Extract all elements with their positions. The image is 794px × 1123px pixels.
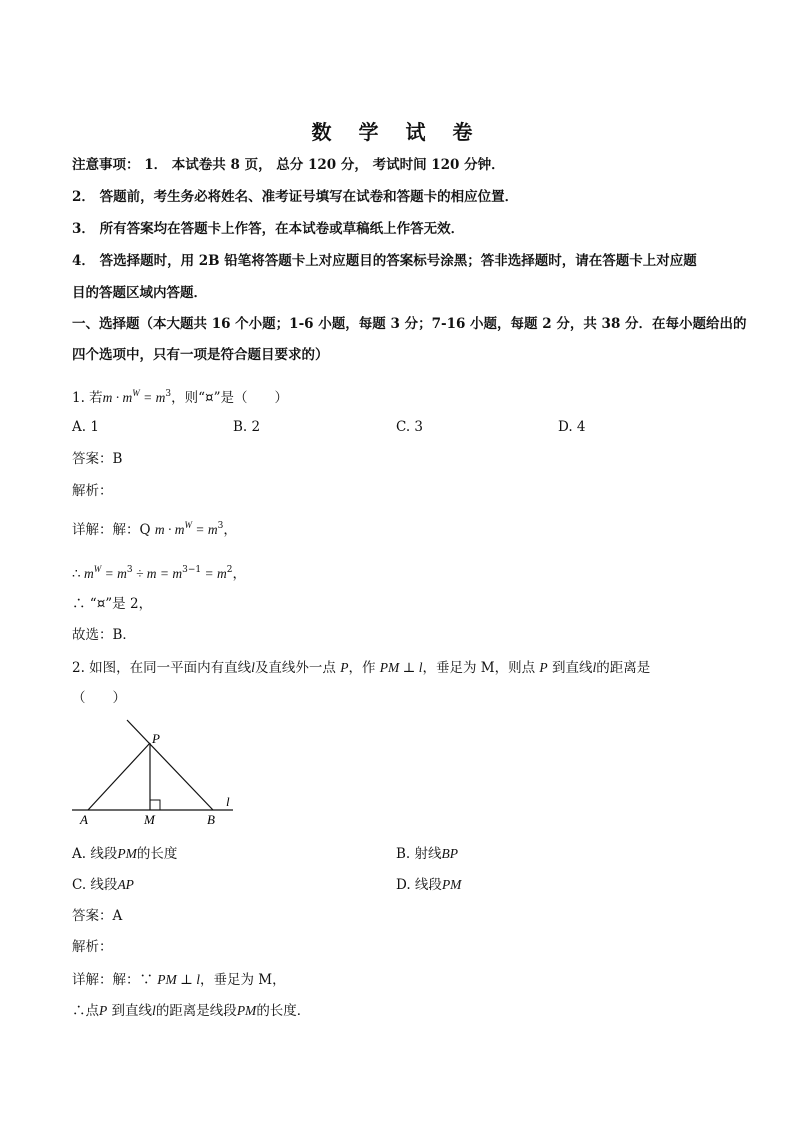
q2-analysis-label: 解析： — [72, 939, 113, 955]
q2-optA-end: 的长度 — [136, 846, 178, 862]
q1-option-a: A. 1 — [72, 419, 99, 435]
q1-detail-1 — [72, 516, 237, 539]
q1-d1-sup3: 3 — [217, 521, 224, 531]
q1-detail-4: 故选：B． — [72, 627, 136, 643]
q1-d2-b: = m — [101, 566, 127, 581]
q2-concl-P: P — [99, 1003, 108, 1018]
q2-var-P: P — [340, 660, 349, 675]
q1-option-d: D. 4 — [558, 419, 586, 435]
label-P: P — [152, 731, 160, 746]
label-l: l — [226, 794, 230, 809]
q2-var-l2: l — [592, 660, 597, 675]
q2-detail-end: ，垂足为 M， — [200, 972, 286, 988]
q2-geometry-figure — [70, 715, 250, 830]
q2-optC-text: C. 线段 — [72, 877, 118, 893]
q2-optA-var: PM — [117, 846, 137, 861]
q2-optA-text: A. 线段 — [72, 846, 118, 862]
q2-text-a: 2. 如图，在同一平面内有直线 — [72, 660, 252, 676]
q1-d1-supW: W — [184, 520, 192, 530]
label-M: M — [144, 812, 155, 827]
q1-d2-d: = m — [201, 566, 227, 581]
q1-expr-m: m · m — [102, 390, 133, 405]
q1-answer: 答案：B — [72, 451, 123, 467]
q2-answer: 答案：A — [72, 908, 123, 924]
q2-text-c: ，作 — [348, 660, 376, 676]
q2-optB-var: BP — [441, 846, 459, 861]
q1-therefore: ∴ — [72, 566, 81, 582]
q2-conclusion — [72, 1002, 310, 1020]
q2-option-b — [396, 845, 458, 863]
q1-analysis-label: 解析： — [72, 483, 113, 499]
right-angle-mark — [150, 800, 160, 810]
section-heading-2: 四个选项中，只有一项是符合题目要求的） — [72, 347, 329, 363]
q1-d2-a: m — [80, 566, 94, 581]
q1-detail-prefix: 详解：解： — [72, 522, 140, 538]
q1-stem — [72, 384, 288, 407]
label-A: A — [80, 812, 88, 827]
q2-detail-1 — [72, 971, 286, 989]
q1-suffix: ，则“¤”是（ ） — [171, 390, 289, 406]
q2-concl-l: l — [152, 1003, 156, 1018]
q2-text-d: ，垂足为 M，则点 — [422, 660, 536, 676]
q2-stem-1 — [72, 659, 650, 677]
q1-expr-supW: W — [132, 388, 140, 398]
q2-text-e: 到直线 — [551, 660, 593, 676]
q1-detail-2 — [72, 560, 246, 583]
q1-since-symbol: Q — [139, 522, 151, 538]
q1-detail-3: ∴ “¤”是 2， — [72, 596, 153, 612]
q1-d2-c: ÷ m = m — [132, 566, 183, 581]
q1-option-b: B. 2 — [233, 419, 261, 435]
q2-option-a — [72, 845, 177, 863]
q1-expr-sup3: 3 — [165, 389, 172, 399]
ray-BP — [127, 720, 213, 810]
q2-text-b: 及直线外一点 — [254, 660, 336, 676]
notice-line-1: 注意事项： 1． 本试卷共 8 页， 总分 120 分， 考试时间 120 分钟． — [72, 157, 505, 173]
q2-text-f: 的距离是 — [596, 660, 651, 676]
q2-detail-var: PM ⊥ l — [157, 972, 200, 987]
q2-var-P2: P — [539, 660, 548, 675]
q2-concl-PM: PM — [236, 1003, 257, 1018]
notice-line-4b: 目的答题区域内答题． — [72, 285, 207, 301]
q1-d2-end: ， — [232, 566, 246, 582]
q1-prefix: 1. 若 — [72, 390, 103, 406]
q2-concl-a: ∴点 — [72, 1003, 99, 1019]
q2-concl-c: 的距离是线段 — [155, 1003, 237, 1019]
q2-detail-text: 详解：解：∵ — [72, 972, 153, 988]
notice-line-3: 3． 所有答案均在答题卡上作答，在本试卷或草稿纸上作答无效． — [72, 221, 465, 237]
q2-concl-b: 到直线 — [111, 1003, 153, 1019]
q1-d2-supW: W — [93, 564, 102, 574]
q1-d1-end: ， — [223, 522, 237, 538]
q2-option-d — [396, 876, 461, 894]
page-title: 数 学 试 卷 — [311, 120, 483, 144]
notice-line-2: 2． 答题前，考生务必将姓名、准考证号填写在试卷和答题卡的相应位置． — [72, 189, 519, 205]
q1-expr-eq: = m — [139, 390, 166, 405]
q1-option-c: C. 3 — [396, 419, 424, 435]
q1-d1-eq: = m — [192, 522, 218, 537]
label-B: B — [207, 812, 215, 827]
q1-d2-sup2: 2 — [226, 565, 233, 575]
q1-d2-sup3: 3 — [126, 565, 133, 575]
q2-stem-2: （ ） — [72, 690, 126, 706]
q2-optD-text: D. 线段 — [396, 877, 442, 893]
q2-option-c — [72, 876, 134, 894]
section-heading-1: 一、选择题（本大题共 16 个小题；1-6 小题，每题 3 分；7-16 小题，每题 2 分，共 38 分．在每小题给出的 — [72, 316, 747, 332]
q2-concl-d: 的长度． — [256, 1003, 311, 1019]
q2-optD-var: PM — [441, 877, 462, 892]
q2-var-PM-perp: PM ⊥ l — [379, 660, 423, 675]
notice-line-4a: 4． 答选择题时，用 2B 铅笔将答题卡上对应题目的答案标号涂黑；答非选择题时，请在答题卡上对应题 — [72, 253, 697, 269]
q2-var-l: l — [251, 660, 255, 675]
q2-optB-text: B. 射线 — [396, 846, 442, 862]
q1-d2-sup31: 3−1 — [182, 565, 202, 575]
q2-optC-var: AP — [117, 877, 134, 892]
segment-AP — [88, 743, 150, 810]
q1-d1-m: m · m — [154, 522, 185, 537]
